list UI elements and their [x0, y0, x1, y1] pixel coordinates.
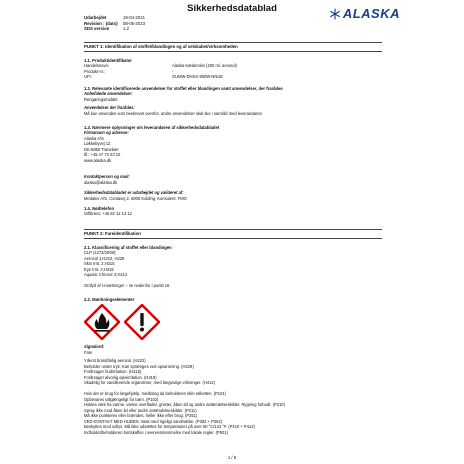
section-1-1-title: 1.1. Produktidentifikator	[84, 58, 132, 63]
supplier-line: Alaska A/S	[84, 135, 104, 141]
classification-block	[84, 250, 382, 278]
author-label: Sikkerhedsdatabladet er udarbejdet og valideret af:	[84, 190, 184, 195]
classification-line: Skin Irrit. 2;H315	[84, 261, 115, 266]
brand-logo	[329, 6, 400, 21]
hazard-statement: Yderst brandfarlig aerosol. (H222)	[84, 358, 146, 363]
meta-value: 1.2	[123, 26, 129, 32]
precautionary-statement: Holdes væk fra varme, varme overflader, gnister, åben ild og andre antændelseskilder. Rygning forbudt. (P210)	[84, 402, 285, 407]
ghs-pictograms	[84, 304, 160, 340]
recommended-uses: Rengøringsmiddel.	[84, 96, 119, 102]
precautionary-statement: VED KONTAKT MED HUDEN: Vask med rigeligt vand/sæbe. (P302 + P352)	[84, 418, 222, 424]
classification-line: Aerosol 1;H222, H229	[84, 255, 125, 261]
emergency-phone: Giftlinien: +45 82 12 12 12	[84, 211, 132, 216]
uses-block	[84, 91, 382, 116]
hazard-statement: Beholder under tryk: Kan sprænges ved opvarmning. (H229)	[84, 363, 194, 369]
contact-email[interactable]: alaska@alaska.dk	[84, 179, 118, 185]
row-value: Alaska Kædemiris (200 ml. aerosol)	[172, 63, 237, 68]
divider	[84, 238, 382, 239]
section-1-3-title: 1.3. Nærmere oplysninger om leverandøren af sikkerhedsdatabladet	[84, 125, 220, 130]
supplier-line: DK-5850 Tranekær	[84, 146, 119, 152]
row-label: Produkt-nr.:	[84, 68, 106, 74]
section-1-heading: PUNKT 1: Identifikation af stoffet/blandingen og af selskabet/virksomheden	[84, 44, 238, 49]
author: Medalex A/S, Contavej 2, 6000 Kolding, Konsulent: FMO	[84, 195, 187, 201]
meta-value: 19-04-2021	[123, 15, 145, 20]
precautionary-statement: Indholdet/beholderen bortskaffes i overensstemmelse med lokale regler. (P501)	[84, 429, 228, 435]
advised-against: Må kun anvendes som beskrevet ovenfor, andre anvendelser skal ske i samråd med leverandøren	[84, 110, 262, 116]
precautionary-statement: Hvis der er brug for lægehjælp, medbring da beholderen eller etiketten. (P101)	[84, 391, 226, 396]
section-2-1-title: 2.1. Klassificering af stoffet eller blandingen	[84, 245, 172, 250]
divider	[84, 42, 382, 43]
supplier-label: Firmanavn og adresse:	[84, 130, 129, 135]
meta-value: 08-05-2023	[123, 20, 145, 26]
brand-name: ALASKA	[342, 6, 400, 21]
divider	[84, 229, 382, 230]
document-title: Sikkerhedsdatablad	[187, 3, 277, 14]
section-2-heading: PUNKT 2: Fareidentifikation	[84, 231, 141, 236]
supplier-block	[84, 130, 382, 163]
meta-label: Revision : (dato)	[84, 20, 118, 26]
divider	[84, 51, 382, 52]
classification-line: Aquatic Chronic 2;H412	[84, 272, 128, 277]
author-block	[84, 190, 382, 201]
supplier-line: www.alaska.dk	[84, 157, 112, 163]
supplier-line: Løkkebyvej 12	[84, 141, 111, 146]
signal-word-block	[84, 344, 382, 355]
classification-line: CLP (1272/2008):	[84, 250, 117, 255]
signal-word-label: Signalord:	[84, 344, 105, 349]
classification-line: Eye Irrit. 2;H319	[84, 266, 114, 272]
classification-note: Ordlyd af H-sætninger – se nedenfor i punkt 16.	[84, 283, 171, 288]
snowflake-icon	[329, 8, 341, 20]
precautionary-statement: Beskyttes mod sollys. Må ikke udsættes for temperaturer på over 50 °C/122 °F. (P410 + P412)	[84, 424, 255, 429]
section-1-4-title: 1.4. Nødtelefon	[84, 206, 115, 211]
row-value: -	[172, 68, 174, 74]
section-1-2-title: 1.2. Relevante identificerede anvendelser for stoffet eller blandingen samt anvendelser, der frarådes	[84, 86, 283, 91]
precautionary-statement: Spray ikke mod åben ild eller andre antændelseskilder. (P211)	[84, 407, 197, 413]
hazard-statement: Forårsager alvorlig øjenirritation. (H319)	[84, 374, 157, 380]
page-number: 1 / 8	[227, 455, 237, 460]
product-row	[84, 74, 382, 80]
recommended-uses-label: Anbefalede anvendelser:	[84, 91, 133, 96]
signal-word: Fare	[84, 349, 93, 355]
contact-block	[84, 174, 382, 185]
exclamation-pictogram-icon	[124, 304, 160, 340]
meta-label: Udarbejdet	[84, 15, 107, 20]
advised-against-label: Anvendelser der frarådes:	[84, 105, 135, 110]
meta-label: SDS version	[84, 26, 110, 32]
meta-row-version	[84, 26, 145, 32]
hazard-statements	[84, 358, 382, 386]
product-identifier	[84, 63, 382, 80]
row-label: Handelsnavn:	[84, 63, 110, 68]
precautionary-statement: Opbevares utilgængeligt for børn. (P102)	[84, 396, 159, 402]
precautionary-statement: Må ikke punkteres eller brændes, heller ikke efter brug. (P251)	[84, 413, 198, 418]
hazard-statement: Forårsager hudirritation. (H315)	[84, 369, 142, 374]
row-value: GUMW-DHSX-900W-NNUE	[172, 74, 224, 79]
document-meta	[84, 15, 145, 32]
hazard-statement: Skadelig for vandlevende organismer, med langvarige virkninger. (H412)	[84, 380, 216, 385]
supplier-line: tlf.: +45 47 72 23 10	[84, 152, 121, 157]
precautionary-statements	[84, 391, 382, 435]
contact-label: Kontaktperson og mail:	[84, 174, 130, 179]
flame-pictogram-icon	[84, 304, 120, 340]
section-2-2-title: 2.2. Mærkningselementer	[84, 297, 135, 302]
row-label: UFI:	[84, 74, 92, 79]
